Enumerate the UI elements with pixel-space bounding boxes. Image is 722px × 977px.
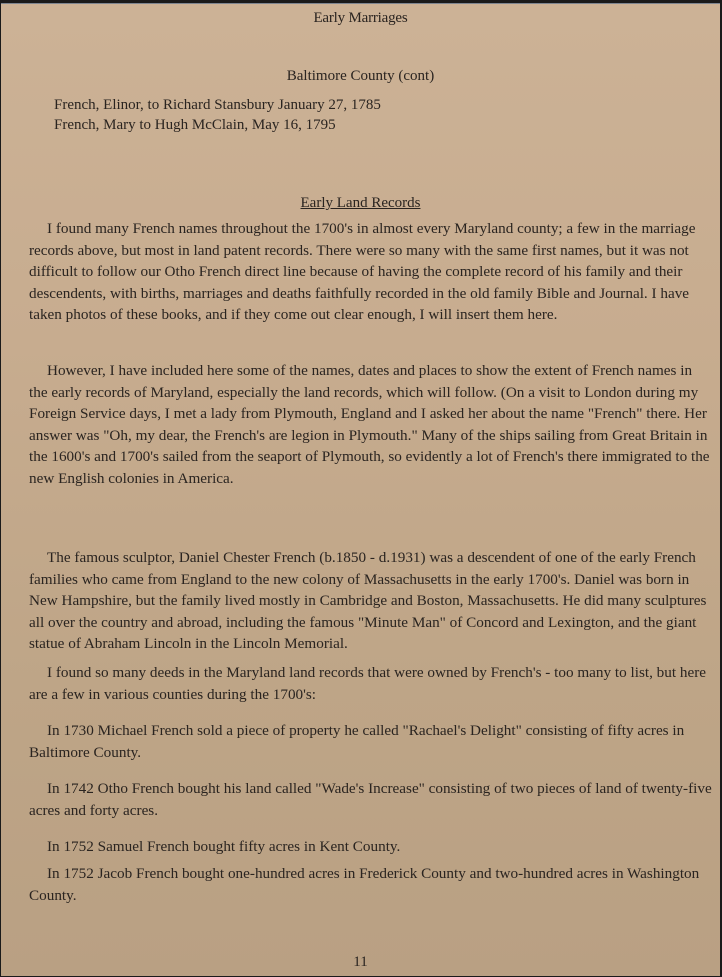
marriage-list bbox=[54, 95, 381, 135]
paragraph bbox=[29, 662, 713, 705]
paragraph bbox=[29, 778, 713, 821]
paragraph-text: I found so many deeds in the Maryland land records that were owned by French's - too many to list, but here are a few in various counties during the 1700's: bbox=[29, 664, 707, 703]
paragraph bbox=[29, 863, 713, 906]
paragraph bbox=[29, 720, 713, 763]
paragraph-text: I found many French names throughout the 1700's in almost every Maryland county; a few in the marriage records above, but most in land patent records. There were so many with the same first names, but it was not difficult to follow our Otho French direct line because of having the complete record of his family and their descendents, with births, marriages and deaths faithfully recorded in the old family Bible and Journal. I have taken photos of these books, and if they come out clear enough, I will insert them here. bbox=[29, 220, 696, 323]
paragraph-text: The famous sculptor, Daniel Chester French (b.1850 - d.1931) was a descendent of one of the early French families who came from England to the new colony of Massachusetts in the early 1700's. Daniel was born in New Hampshire, but the family lived mostly in Cambridge and Boston, Massachusetts. He did many sculptures all over the country and abroad, including the famous "Minute Man" of Concord and Lexington, and the giant statue of Abraham Lincoln in the Lincoln Memorial. bbox=[29, 549, 707, 652]
marriage-entry: French, Elinor, to Richard Stansbury January 27, 1785 bbox=[54, 97, 381, 113]
section-title: Early Land Records bbox=[300, 195, 421, 211]
subheader: Baltimore County (cont) bbox=[286, 68, 435, 84]
page-header: Early Marriages bbox=[313, 10, 408, 26]
paragraph bbox=[29, 547, 713, 655]
paragraph-text: In 1730 Michael French sold a piece of property he called "Rachael's Delight" consisting of fifty acres in Baltimore County. bbox=[29, 722, 685, 761]
paragraph-text: In 1752 Samuel French bought fifty acres in Kent County. bbox=[47, 838, 401, 855]
page-number: 11 bbox=[353, 954, 368, 970]
marriage-entry: French, Mary to Hugh McClain, May 16, 1795 bbox=[54, 117, 336, 133]
paragraph-text: In 1752 Jacob French bought one-hundred acres in Frederick County and two-hundred acres in Washington County. bbox=[29, 865, 700, 904]
paragraph-text: However, I have included here some of the names, dates and places to show the extent of French names in the early records of Maryland, especially the land records, which will follow. (On a visit to London during my Foreign Service days, I met a lady from Plymouth, England and I asked her about the name "French" there. Her answer was "Oh, my dear, the French's are legion in Plymouth." Many of the ships sailing from Great Britain in the 1600's and 1700's sailed from the seaport of Plymouth, so evidently a lot of French's there immigrated to the new English colonies in America. bbox=[29, 362, 710, 487]
paragraph bbox=[29, 360, 713, 489]
paragraph-text: In 1742 Otho French bought his land called "Wade's Increase" consisting of two pieces of land of twenty-five acres and forty acres. bbox=[29, 780, 712, 819]
document-page bbox=[1, 3, 720, 976]
paragraph bbox=[29, 218, 713, 326]
paragraph bbox=[29, 836, 713, 858]
